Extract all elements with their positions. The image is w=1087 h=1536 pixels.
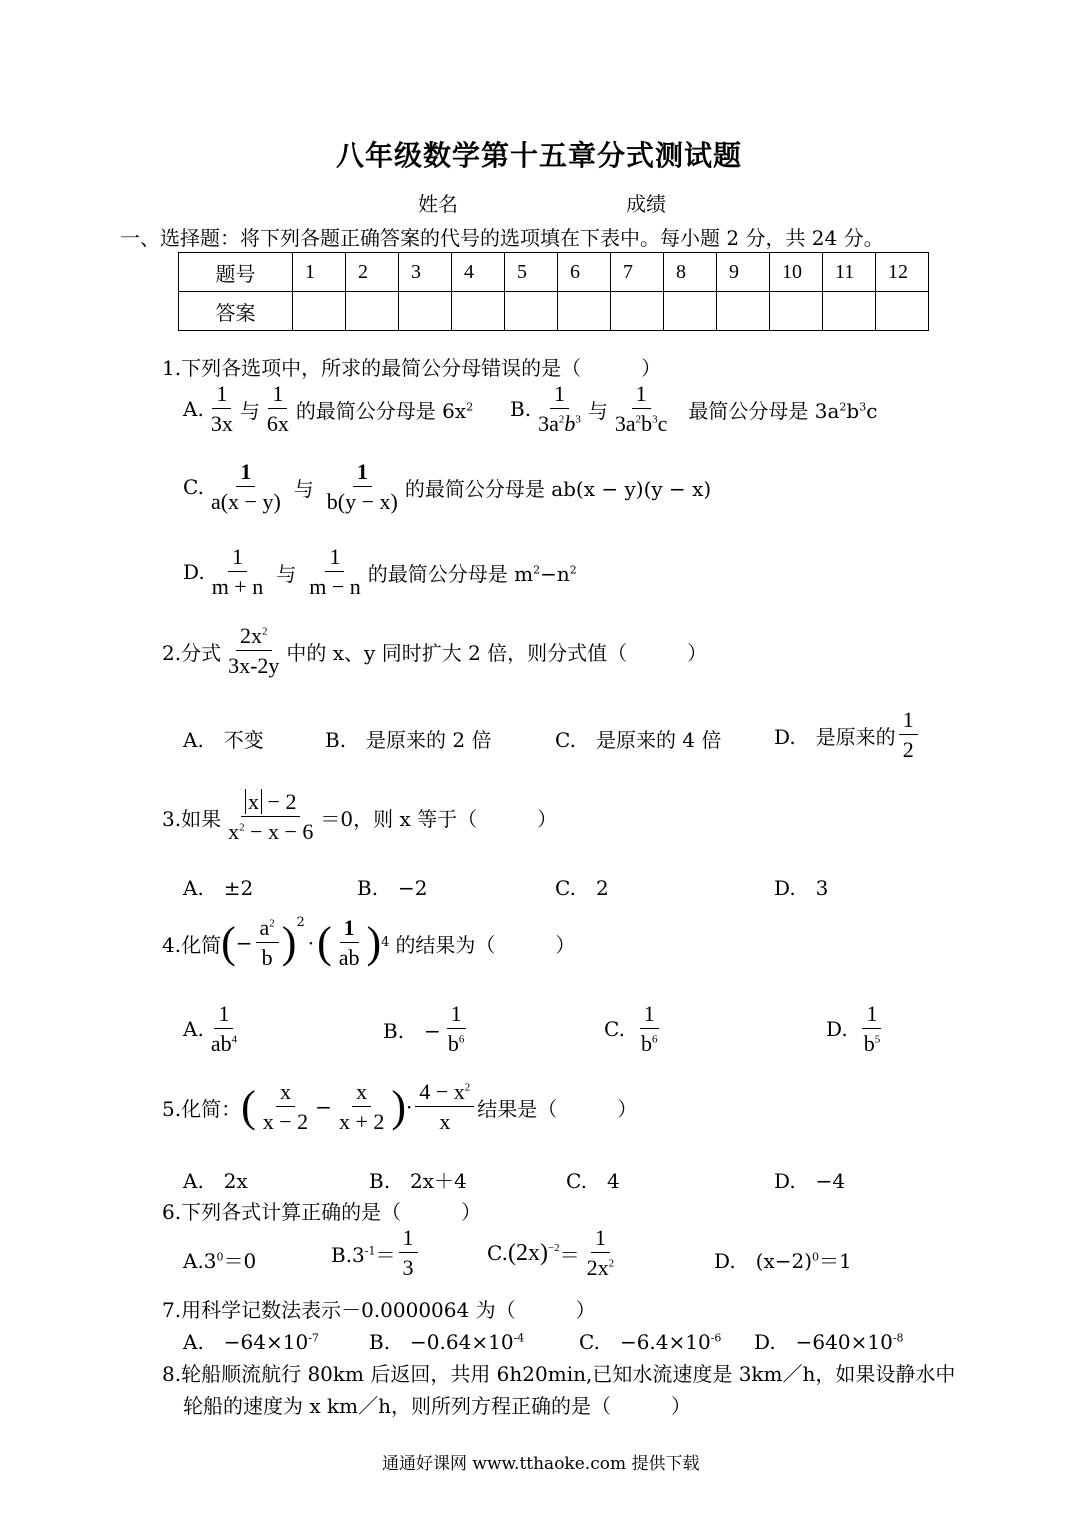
number-cell: 10 — [770, 253, 823, 292]
question-5-option-a: A. 2x — [183, 1169, 248, 1193]
question-5-option-b: B. 2x＋4 — [369, 1169, 467, 1193]
fraction: $\frac{1}{ab}$ — [338, 915, 360, 971]
question-2-stem — [162, 624, 707, 678]
stem-text: 2.分式 — [162, 640, 222, 665]
stem-text: 4.化简 — [162, 932, 222, 957]
fraction: $\frac{1}{b^6}$ — [640, 1001, 658, 1057]
option-label: A. — [183, 1017, 204, 1042]
answer-cell[interactable] — [346, 292, 399, 331]
answer-table-number-row — [179, 253, 929, 292]
stem-text: 结果是（ ） — [477, 1096, 638, 1121]
dot-operator: · — [406, 1095, 413, 1120]
answer-cell[interactable] — [293, 292, 346, 331]
dot-operator: · — [307, 931, 315, 956]
minus-sign: − — [315, 1095, 332, 1120]
option-label: C. — [183, 475, 204, 500]
question-6-stem: 6.下列各式计算正确的是（ ） — [162, 1200, 482, 1224]
row-label-answer: 答案 — [179, 292, 293, 331]
fraction: $\frac{x}{x + 2}$ — [338, 1079, 385, 1135]
number-cell: 2 — [346, 253, 399, 292]
option-text: D. 是原来的 — [774, 724, 896, 749]
option-label: A. — [183, 397, 204, 422]
question-4-option-c — [604, 1002, 664, 1056]
connector-text: 与 — [587, 398, 608, 423]
question-4-stem: 4.化简 ( − $\frac{a^2}{b}$ ) 2 · ( $\frac{1}{ab}$ ) 4 的结果为（ ） — [162, 915, 576, 971]
number-cell: 11 — [823, 253, 876, 292]
score-label: 成绩 — [626, 192, 666, 216]
minus-sign: − — [235, 931, 253, 956]
question-8-line-1: 8.轮船顺流航行 80km 后返回，共用 6h20min,已知水流速度是 3km／h，如果设静水中 — [162, 1362, 956, 1386]
name-label: 姓名 — [418, 192, 458, 216]
question-2-option-b: B. 是原来的 2 倍 — [325, 728, 492, 752]
left-paren: ( — [241, 1082, 256, 1132]
number-cell: 4 — [452, 253, 505, 292]
question-8-line-2: 轮船的速度为 x km／h，则所列方程正确的是（ ） — [183, 1394, 691, 1418]
fraction: $\frac{1}{3a^2b^3c}$ — [614, 381, 668, 437]
question-5-stem — [162, 1080, 637, 1134]
answer-cell[interactable] — [611, 292, 664, 331]
fraction: $\frac{1}{6x}$ — [266, 381, 289, 437]
question-2-option-d — [774, 708, 921, 762]
left-paren: ( — [221, 918, 236, 968]
fraction: $\frac{1}{3a^2b^3}$ — [538, 381, 581, 437]
stem-text: 5.化简： — [162, 1096, 242, 1121]
question-2-option-a: A. 不变 — [183, 728, 264, 752]
question-1-option-a — [183, 382, 473, 436]
answer-table — [178, 252, 929, 331]
question-5-option-c: C. 4 — [566, 1169, 620, 1193]
stem-text: ＝0，则 x 等于（ ） — [320, 806, 558, 831]
option-label: D. — [826, 1017, 848, 1042]
fraction: $\frac{x - 2}{x^2 - x - 6}$ — [228, 789, 314, 845]
question-1-option-c — [183, 460, 711, 514]
question-6-option-b: $B.3^{-1}=$ $\frac{1}{3}$ — [331, 1226, 421, 1280]
answer-cell[interactable] — [558, 292, 611, 331]
fraction: $\frac{1}{3}$ — [399, 1226, 418, 1280]
right-paren: ) — [366, 918, 382, 968]
fraction: $\frac{1}{m - n}$ — [309, 544, 361, 600]
answer-cell[interactable] — [664, 292, 717, 331]
question-3-stem — [162, 790, 557, 844]
answer-cell[interactable] — [452, 292, 505, 331]
question-7-option-d: D. $-640\times 10^{-8}$ — [754, 1330, 904, 1354]
fraction: $\frac{4 - x^2}{x}$ — [415, 1080, 474, 1134]
number-cell: 1 — [293, 253, 346, 292]
page-title: 八年级数学第十五章分式测试题 — [336, 139, 743, 172]
number-cell: 7 — [611, 253, 664, 292]
fraction: $\frac{1}{ab^4}$ — [210, 1001, 238, 1057]
number-cell: 3 — [399, 253, 452, 292]
question-7-option-b: B. $-0.64\times 10^{-4}$ — [369, 1330, 525, 1354]
question-7-option-a: A. $-64\times 10^{-7}$ — [183, 1330, 319, 1354]
question-6-option-a: $A.3^0=0$ — [183, 1249, 257, 1273]
number-cell: 8 — [664, 253, 717, 292]
fraction: $\frac{1}{2}$ — [899, 708, 918, 762]
fraction: $\frac{1}{b^5}$ — [863, 1001, 881, 1057]
question-3-option-d: D. 3 — [774, 876, 829, 900]
stem-text: 中的 x、y 同时扩大 2 倍，则分式值（ ） — [286, 640, 708, 665]
fraction: $\frac{1}{a(x - y)}$ — [210, 459, 281, 515]
row-label-number: 题号 — [179, 253, 293, 292]
question-1-option-d — [183, 545, 577, 599]
number-cell: 6 — [558, 253, 611, 292]
fraction: $\frac{1}{2x^2}$ — [586, 1225, 615, 1281]
connector-text: 与 — [293, 476, 314, 501]
connector-text: 与 — [239, 398, 260, 423]
answer-cell[interactable] — [399, 292, 452, 331]
fraction: $\frac{1}{m + n}$ — [211, 544, 264, 600]
option-text: 的最简公分母是 ab(x − y)(y − x) — [404, 476, 712, 501]
question-5-option-d: D. −4 — [774, 1169, 846, 1193]
question-1-option-b — [510, 382, 877, 436]
fraction: $\frac{a^2}{b}$ — [256, 916, 279, 970]
connector-text: 与 — [276, 561, 297, 586]
option-text: 的最简公分母是 $6x^2$ — [295, 398, 474, 423]
section-intro: 一、选择题：将下列各题正确答案的代号的选项填在下表中。每小题 2 分，共 24 分。 — [120, 226, 884, 250]
fraction: $\frac{2x^2}{3x-2y}$ — [228, 623, 280, 679]
number-cell: 5 — [505, 253, 558, 292]
footer-credit: 通通好课网 www.tthaoke.com 提供下载 — [382, 1454, 700, 1474]
option-text: 最简公分母是 $3a^2b^3c$ — [688, 398, 878, 423]
option-label: B. − — [383, 1018, 441, 1043]
number-cell: 9 — [717, 253, 770, 292]
question-3-option-a: A. ±2 — [183, 876, 254, 900]
question-4-option-b — [383, 1002, 471, 1056]
question-6-option-d: D. $(x-2)^0=1$ — [714, 1249, 852, 1273]
left-paren: ( — [317, 918, 332, 968]
answer-cell[interactable] — [823, 292, 876, 331]
question-7-stem: 7.用科学记数法表示－0.0000064 为（ ） — [162, 1298, 596, 1322]
option-label: B. — [510, 397, 532, 422]
question-4-option-a — [183, 1002, 244, 1056]
answer-cell[interactable] — [505, 292, 558, 331]
fraction: $\frac{1}{b^6}$ — [447, 1001, 465, 1057]
question-3-option-b: B. −2 — [357, 876, 428, 900]
question-2-option-c: C. 是原来的 4 倍 — [555, 728, 722, 752]
right-paren: ) — [391, 1082, 407, 1132]
option-label: C. — [604, 1017, 625, 1042]
stem-text: 3.如果 — [162, 806, 222, 831]
fraction: $\frac{x}{x - 2}$ — [262, 1079, 309, 1135]
question-7-option-c: C. $-6.4\times 10^{-6}$ — [579, 1330, 722, 1354]
question-1-stem: 1.下列各选项中，所求的最简公分母错误的是（ ） — [162, 356, 662, 380]
answer-cell[interactable] — [770, 292, 823, 331]
option-label: D. — [183, 560, 205, 585]
number-cell: 12 — [876, 253, 929, 292]
answer-table-answer-row — [179, 292, 929, 331]
question-6-option-c: C. $(2x)^{-2}$ ＝ $\frac{1}{2x^2}$ — [487, 1226, 621, 1280]
option-text: 的最简公分母是 $m^2-n^2$ — [367, 561, 577, 586]
answer-cell[interactable] — [717, 292, 770, 331]
question-3-option-c: C. 2 — [555, 876, 609, 900]
answer-cell[interactable] — [876, 292, 929, 331]
fraction: $\frac{1}{b(y - x)}$ — [326, 459, 398, 515]
right-paren: ) — [281, 918, 297, 968]
question-4-option-d — [826, 1002, 887, 1056]
fraction: $\frac{1}{3x}$ — [210, 381, 233, 437]
stem-text: 的结果为（ ） — [395, 932, 576, 957]
